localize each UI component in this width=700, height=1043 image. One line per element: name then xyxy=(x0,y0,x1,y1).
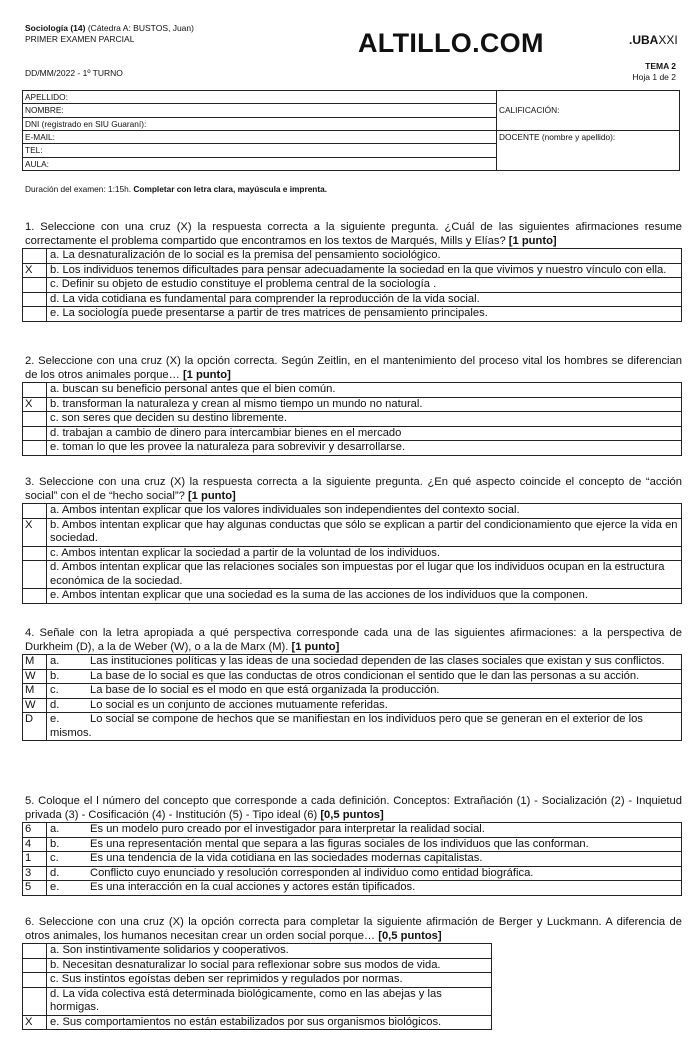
nombre-field[interactable]: NOMBRE: xyxy=(23,104,497,117)
answer-mark[interactable]: X xyxy=(23,263,47,278)
option-row[interactable] xyxy=(23,426,682,441)
option-letter: a. xyxy=(50,655,60,667)
option-text: a. buscan su beneficio personal antes que el bien común. xyxy=(47,383,682,398)
answer-letter[interactable]: M xyxy=(23,655,47,670)
option-statement: Es un modelo puro creado por el investigador para interpretar la realidad social. xyxy=(90,823,485,835)
option-row[interactable] xyxy=(23,561,682,589)
option-text: e. Sus comportamientos no están estabilizados por sus organismos biológicos. xyxy=(47,1015,492,1030)
answer-mark[interactable] xyxy=(23,412,47,427)
option-text xyxy=(47,669,682,684)
question-2-options xyxy=(22,382,682,456)
option-row[interactable] xyxy=(23,292,682,307)
option-text: e. Ambos intentan explicar que una sociedad es la suma de las acciones de los individuos que la componen. xyxy=(47,589,682,604)
question-4-options xyxy=(22,654,682,741)
question-5 xyxy=(22,795,682,896)
option-statement: Conflicto cuyo enunciado y resolución corresponden al individuo como entidad biográfica. xyxy=(90,866,534,879)
uba-logo xyxy=(629,33,678,47)
option-row[interactable] xyxy=(23,1015,492,1030)
answer-number[interactable]: 1 xyxy=(23,852,47,867)
apellido-field[interactable]: APELLIDO: xyxy=(23,91,497,104)
option-letter: d. xyxy=(50,698,60,711)
answer-mark[interactable] xyxy=(23,383,47,398)
option-text: c. son seres que deciden su destino libremente. xyxy=(47,412,682,427)
option-text: a. La desnaturalización de lo social es la premisa del pensamiento sociológico. xyxy=(47,249,682,264)
option-text: c. Sus instintos egoístas deben ser reprimidos y regulados por normas. xyxy=(47,973,492,988)
question-6-prompt: 6. Seleccione con una cruz (X) la opción correcta para completar la siguiente afirmación de Berger y Luckmann. A diferencia de otros animales, los humanos necesitan crear un orden social porque… xyxy=(25,916,682,942)
answer-mark[interactable] xyxy=(23,987,47,1015)
option-row[interactable] xyxy=(23,698,682,713)
option-text xyxy=(47,866,682,881)
answer-mark[interactable] xyxy=(23,441,47,456)
answer-letter[interactable]: D xyxy=(23,713,47,741)
option-row[interactable] xyxy=(23,669,682,684)
answer-mark[interactable] xyxy=(23,307,47,322)
answer-mark[interactable] xyxy=(23,546,47,561)
option-text: b. Ambos intentan explicar que hay algunas conductas que sólo se explican a partir del condicionamiento que ejerce la vida en sociedad. xyxy=(47,518,682,546)
option-text: b. Necesitan desnaturalizar lo social para reflexionar sobre sus modos de vida. xyxy=(47,958,492,973)
option-row[interactable] xyxy=(23,518,682,546)
student-info-table xyxy=(22,90,680,171)
option-row[interactable] xyxy=(23,837,682,852)
option-text: d. La vida cotidiana es fundamental para comprender la reproducción de la vida social. xyxy=(47,292,682,307)
course-header xyxy=(25,23,194,45)
question-5-options xyxy=(22,822,682,896)
exam-date: DD/MM/2022 - 1º TURNO xyxy=(25,68,123,78)
option-letter: a. xyxy=(50,823,60,835)
uba-logo-bold: .UBA xyxy=(629,33,659,47)
duration-instructions: Completar con letra clara, mayúscula e imprenta. xyxy=(133,184,328,194)
option-text xyxy=(47,713,682,741)
option-text: d. Ambos intentan explicar que las relaciones sociales son impuestas por el lugar que los individuos ocupan en la estructura económica de la sociedad. xyxy=(47,561,682,589)
option-row[interactable] xyxy=(23,412,682,427)
option-letter: c. xyxy=(50,852,59,864)
option-text: e. La sociología puede presentarse a partir de tres matrices de pensamiento principales. xyxy=(47,307,682,322)
question-3-points: [1 punto] xyxy=(187,489,236,502)
option-text: c. Ambos intentan explicar la sociedad a partir de la voluntad de los individuos. xyxy=(47,546,682,561)
question-4-prompt: 4. Señale con la letra apropiada a qué perspectiva corresponde cada una de las siguientes afirmaciones: a la perspectiva de Durkheim (D), a la de Weber (W), o a la de Marx (M). xyxy=(25,627,682,653)
option-row[interactable] xyxy=(23,383,682,398)
answer-mark[interactable] xyxy=(23,426,47,441)
aula-field[interactable]: AULA: xyxy=(23,157,497,170)
answer-letter[interactable]: W xyxy=(23,698,47,713)
tel-field[interactable]: TEL: xyxy=(23,144,497,157)
course-name: Sociología (14) xyxy=(25,23,86,33)
option-text: a. Son instintivamente solidarios y cooperativos. xyxy=(47,944,492,959)
option-letter: b. xyxy=(50,837,60,850)
option-row[interactable] xyxy=(23,987,492,1015)
option-text: a. Ambos intentan explicar que los valores individuales son independientes del contexto social. xyxy=(47,504,682,519)
option-statement: Las instituciones políticas y las ideas de una sociedad dependen de las clases sociales que existan y sus conflictos. xyxy=(90,655,665,667)
question-4-text xyxy=(22,627,682,654)
question-2-text xyxy=(22,355,682,382)
question-6 xyxy=(22,916,682,1030)
option-row[interactable] xyxy=(23,441,682,456)
tema-block xyxy=(633,61,676,83)
option-row[interactable] xyxy=(23,958,492,973)
question-4-points: [1 punto] xyxy=(291,640,340,653)
course-chair: (Cátedra A: BUSTOS, Juan) xyxy=(85,23,194,33)
option-row[interactable] xyxy=(23,713,682,741)
option-text xyxy=(47,684,682,699)
option-statement: La base de lo social es el modo en que está organizada la producción. xyxy=(90,684,440,696)
option-row[interactable] xyxy=(23,881,682,896)
dni-field[interactable]: DNI (registrado en SIU Guaraní): xyxy=(23,117,497,130)
question-1 xyxy=(22,221,682,322)
option-row[interactable] xyxy=(23,589,682,604)
option-text: e. toman lo que les provee la naturaleza para sobrevivir y desarrollarse. xyxy=(47,441,682,456)
exam-duration xyxy=(25,184,327,194)
question-5-text xyxy=(22,795,682,822)
option-statement: Es una representación mental que separa a las figuras sociales de los individuos que las conforman. xyxy=(90,837,589,850)
option-row[interactable] xyxy=(23,504,682,519)
option-row[interactable] xyxy=(23,944,492,959)
question-1-prompt: 1. Seleccione con una cruz (X) la respuesta correcta a la siguiente pregunta. ¿Cuál de las siguientes afirmaciones resume correctamente el problema compartido que encontramos en los textos de Marqués, Mills y Elías? xyxy=(25,221,682,247)
question-4 xyxy=(22,627,682,741)
question-2-prompt: 2. Seleccione con una cruz (X) la opción correcta. Según Zeitlin, en el mantenimiento del proceso vital los hombres se diferencian de los otros animales porque… xyxy=(25,355,682,381)
option-row[interactable] xyxy=(23,397,682,412)
option-row[interactable] xyxy=(23,823,682,838)
docente-field[interactable]: DOCENTE (nombre y apellido): xyxy=(497,130,680,170)
uba-logo-rest: XXI xyxy=(658,33,678,47)
answer-mark[interactable] xyxy=(23,958,47,973)
question-3-prompt: 3. Seleccione con una cruz (X) la respuesta correcta a la siguiente pregunta. ¿En qué aspecto coincide el concepto de “acción social” con el de “hecho social”? xyxy=(25,476,682,502)
question-6-text xyxy=(22,916,682,943)
answer-mark[interactable] xyxy=(23,278,47,293)
option-letter: e. xyxy=(50,881,60,893)
option-text xyxy=(47,852,682,867)
question-2-points: [1 punto] xyxy=(182,368,231,381)
option-letter: e. xyxy=(50,713,60,725)
option-statement: Es una interacción en la cual acciones y actores están tipificados. xyxy=(90,881,416,893)
option-statement: La base de lo social es que las conductas de otros condicionan el sentido que le dan las personas a su acción. xyxy=(90,669,640,682)
answer-mark[interactable] xyxy=(23,589,47,604)
option-text: b. Los individuos tenemos dificultades para pensar adecuadamente la sociedad en la que vivimos y nuestro vínculo con ella. xyxy=(47,263,682,278)
option-row[interactable] xyxy=(23,973,492,988)
answer-number[interactable]: 3 xyxy=(23,866,47,881)
question-3 xyxy=(22,476,682,604)
question-6-points: [0,5 puntos] xyxy=(378,929,442,942)
answer-mark[interactable] xyxy=(23,561,47,589)
option-row[interactable] xyxy=(23,684,682,699)
answer-mark[interactable] xyxy=(23,292,47,307)
page-count: Hoja 1 de 2 xyxy=(632,72,676,82)
option-text: d. trabajan a cambio de dinero para intercambiar bienes en el mercado xyxy=(47,426,682,441)
answer-number[interactable]: 4 xyxy=(23,837,47,852)
question-5-points: [0,5 puntos] xyxy=(320,808,384,821)
option-row[interactable] xyxy=(23,852,682,867)
calificacion-field[interactable]: CALIFICACIÓN: xyxy=(497,91,680,131)
option-text: d. La vida colectiva está determinada biológicamente, como en las abejas y las hormigas. xyxy=(47,987,492,1015)
option-letter: b. xyxy=(50,669,60,682)
option-text: c. Definir su objeto de estudio constituye el problema central de la sociología . xyxy=(47,278,682,293)
question-1-text xyxy=(22,221,682,248)
answer-mark[interactable]: X xyxy=(23,397,47,412)
option-statement: Es una tendencia de la vida cotidiana en las sociedades modernas capitalistas. xyxy=(90,852,483,864)
option-text xyxy=(47,698,682,713)
option-letter: d. xyxy=(50,866,60,879)
option-row[interactable] xyxy=(23,249,682,264)
duration-text: Duración del examen: 1:15h. xyxy=(25,184,134,194)
tema-label: TEMA 2 xyxy=(645,61,676,71)
answer-letter[interactable]: W xyxy=(23,669,47,684)
option-row[interactable] xyxy=(23,263,682,278)
option-text xyxy=(47,837,682,852)
question-1-points: [1 punto] xyxy=(508,234,557,247)
answer-letter[interactable]: M xyxy=(23,684,47,699)
answer-number[interactable]: 6 xyxy=(23,823,47,838)
option-statement: Lo social es un conjunto de acciones mutuamente referidas. xyxy=(90,698,388,711)
option-statement: Lo social se compone de hechos que se manifiestan en los individuos pero que se generan en el exterior de los mismos. xyxy=(50,713,643,739)
option-letter: c. xyxy=(50,684,59,696)
answer-mark[interactable] xyxy=(23,249,47,264)
answer-mark[interactable]: X xyxy=(23,518,47,546)
option-row[interactable] xyxy=(23,278,682,293)
answer-mark[interactable] xyxy=(23,504,47,519)
site-watermark: ALTILLO.COM xyxy=(358,28,544,58)
option-text xyxy=(47,881,682,896)
question-6-options xyxy=(22,943,492,1030)
answer-number[interactable]: 5 xyxy=(23,881,47,896)
option-text xyxy=(47,655,682,670)
option-row[interactable] xyxy=(23,655,682,670)
option-text: b. transforman la naturaleza y crean al mismo tiempo un mundo no natural. xyxy=(47,397,682,412)
question-1-options xyxy=(22,248,682,322)
question-5-prompt: 5. Coloque el l número del concepto que corresponde a cada definición. Conceptos: Extrañación (1) - Socialización (2) - Inquietud privada (3) - Cosificación (4) - Institución (5) - Tipo ideal (6) xyxy=(25,795,682,821)
question-3-options xyxy=(22,503,682,604)
option-text xyxy=(47,823,682,838)
question-2 xyxy=(22,355,682,456)
exam-title: PRIMER EXAMEN PARCIAL xyxy=(25,34,135,44)
answer-mark[interactable] xyxy=(23,944,47,959)
email-field[interactable]: E-MAIL: xyxy=(23,130,497,143)
answer-mark[interactable]: X xyxy=(23,1015,47,1030)
option-row[interactable] xyxy=(23,866,682,881)
answer-mark[interactable] xyxy=(23,973,47,988)
option-row[interactable] xyxy=(23,546,682,561)
option-row[interactable] xyxy=(23,307,682,322)
question-3-text xyxy=(22,476,682,503)
